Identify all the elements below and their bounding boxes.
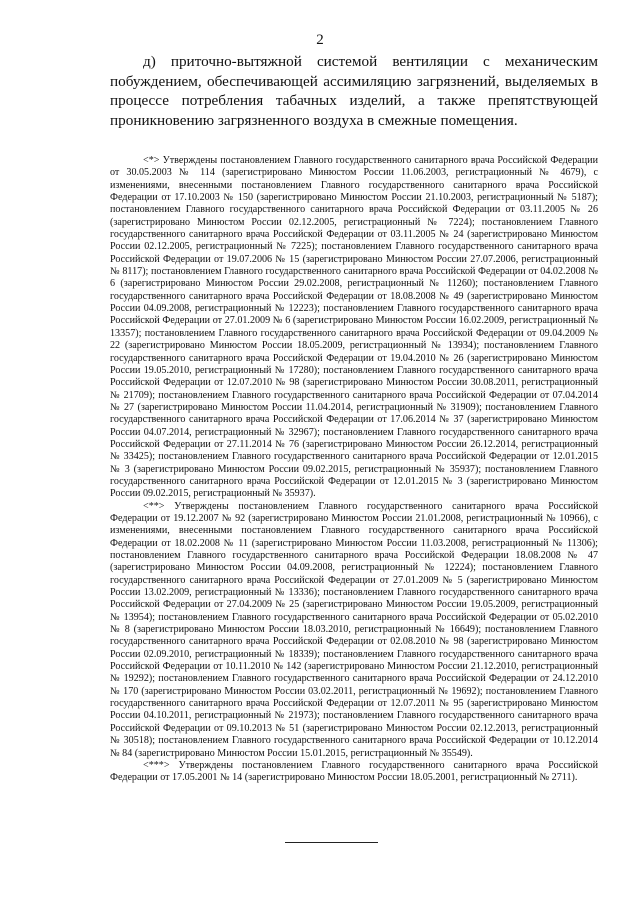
bottom-separator-line [285, 842, 378, 843]
page-number: 2 [316, 32, 324, 48]
footnotes [110, 155, 598, 785]
footnote-3: <***> Утверждены постановлением Главного государственного санитарного врача Российской Федерации от 17.05.2001 № 14 (зарегистрировано Минюстом России 18.05.2001, регистрационный № 2711). [110, 759, 598, 784]
footnote-2: <**> Утверждены постановлением Главного государственного санитарного врача Российской Федерации от 19.12.2007 № 92 (зарегистрировано Минюстом России 21.01.2008, регистрационный № 10966), с изменениями, внесенными постановлением Главного государственного санитарного врача Российской Федерации от 18.02.2008 № 11 (зарегистрировано Минюстом России 11.03.2008, регистрационный № 11306); постановлением Главного государственного санитарного врача Российской Федерации 18.08.2008 № 47 (зарегистрировано Минюстом России 04.09.2008, регистрационный № 12224); постановлением Главного государственного санитарного врача Российской Федерации от 27.01.2009 № 5 (зарегистрировано Минюстом России 13.02.2009, регистрационный № 13336); постановлением Главного государственного санитарного врача Российской Федерации от 27.04.2009 № 25 (зарегистрировано Минюстом России 19.05.2009, регистрационный № 13954); постановлением Главного государственного санитарного врача Российской Федерации от 05.02.2010 № 8 (зарегистрировано Минюстом России 18.03.2010, регистрационный № 16649); постановлением Главного государственного санитарного врача Российской Федерации от 02.08.2010 № 98 (зарегистрировано Минюстом России 02.09.2010, регистрационный № 18339); постановлением Главного государственного санитарного врача Российской Федерации от 10.11.2010 № 142 (зарегистрировано Минюстом России 21.12.2010, регистрационный № 19292); постановлением Главного государственного санитарного врача Российской Федерации от 24.12.2010 № 170 (зарегистрировано Минюстом России 03.02.2011, регистрационный № 19692); постановлением Главного государственного санитарного врача Российской Федерации от 12.07.2011 № 95 (зарегистрировано Минюстом России 04.10.2011, регистрационный № 21973); постановлением Главного государственного санитарного врача Российской Федерации от 09.10.2013 № 51 (зарегистрировано Минюстом России 02.12.2013, регистрационный № 30518); постановлением Главного государственного санитарного врача Российской Федерации от 10.12.2014 № 84 (зарегистрировано Минюстом России 15.01.2015, регистрационный № 35549). [110, 500, 598, 759]
main-paragraph: д) приточно-вытяжной системой вентиляции с механическим побуждением, обеспечивающей ассимиляцию загрязнений, выделяемых в процессе потребления табачных изделий, а также препятствующей проникновению загрязненного воздуха в смежные помещения. [110, 53, 598, 129]
footnote-1: <*> Утверждены постановлением Главного государственного санитарного врача Российской Федерации от 30.05.2003 № 114 (зарегистрировано Минюстом России 11.06.2003, регистрационный № 4679), с изменениями, внесенными постановлением Главного государственного санитарного врача Российской Федерации от 17.10.2003 № 150 (зарегистрировано Минюстом России 21.10.2003, регистрационный № 5187); постановлением Главного государственного санитарного врача Российской Федерации от 03.11.2005 № 26 (зарегистрировано Минюстом России 02.12.2005, регистрационный № 7224); постановлением Главного государственного санитарного врача Российской Федерации от 03.11.2005 № 24 (зарегистрировано Минюстом России 02.12.2005, регистрационный № 7225); постановлением Главного государственного санитарного врача Российской Федерации от 19.07.2006 № 15 (зарегистрировано Минюстом России 27.07.2006, регистрационный № 8117); постановлением Главного государственного санитарного врача Российской Федерации от 04.02.2008 № 6 (зарегистрировано Минюстом России 29.02.2008, регистрационный № 11260); постановлением Главного государственного санитарного врача Российской Федерации от 18.08.2008 № 49 (зарегистрировано Минюстом России 04.09.2008, регистрационный № 12223); постановлением Главного государственного санитарного врача Российской Федерации от 27.01.2009 № 6 (зарегистрировано Минюстом России 16.02.2009, регистрационный № 13357); постановлением Главного государственного санитарного врача Российской Федерации от 09.04.2009 № 22 (зарегистрировано Минюстом России 18.05.2009, регистрационный № 13934); постановлением Главного государственного санитарного врача Российской Федерации от 19.04.2010 № 26 (зарегистрировано Минюстом России 19.05.2010, регистрационный № 17280); постановлением Главного государственного санитарного врача Российской Федерации от 12.07.2010 № 98 (зарегистрировано Минюстом России 30.08.2011, регистрационный № 21709); постановлением Главного государственного санитарного врача Российской Федерации от 07.04.2014 № 27 (зарегистрировано Минюстом России 11.04.2014, регистрационный № 31909); постановлением Главного государственного санитарного врача Российской Федерации от 17.06.2014 № 37 (зарегистрировано Минюстом России 04.07.2014, регистрационный № 32967); постановлением Главного государственного санитарного врача Российской Федерации от 27.11.2014 № 76 (зарегистрировано Минюстом России 26.12.2014, регистрационный № 33425); постановлением Главного государственного санитарного врача Российской Федерации от 12.01.2015 № 3 (зарегистрировано Минюстом России 09.02.2015, регистрационный № 35937); постановлением Главного государственного санитарного врача Российской Федерации от 12.01.2015 № 3 (зарегистрировано Минюстом России 09.02.2015, регистрационный № 35937). [110, 155, 598, 500]
